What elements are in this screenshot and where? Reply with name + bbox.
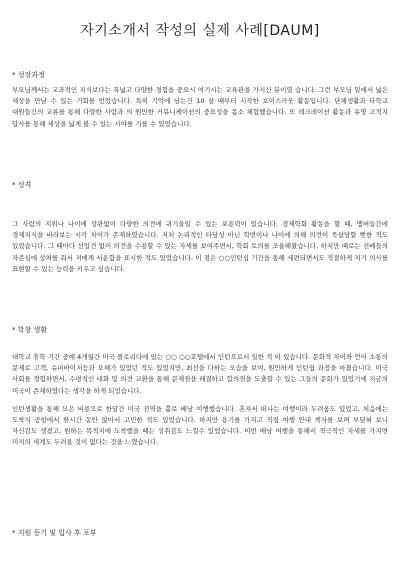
document-title: 자기소개서 작성의 실제 사례[DAUM] (80, 23, 320, 39)
paragraph: 대학교 휴학 기간 중에 4개월간 미국 플로리다에 있는 ○○ ○○호텔에서 인턴으로서 일한 적 이 있습니다. 문화적 차이와 언어 소통의 문제로 고객, 슈퍼바이저등과 오해가 있었던 적도 있었지만, 최선을 다하는 모습을 보여, 원만하게 인턴쉽 과정을 마쳤습니다. 미국 사회를 경험하면서, 수평적인 대화 및 의견 교환을 통해 문제점을 해결하고 합의점을 도출할 수 있는 그들의 문화가 있었기에 지금의 미국이 존재하였다는 생각을 하게 되었습니다. (12, 353, 388, 395)
paragraph: 그 사람의 지위나 나이에 상관없이 다양한 의견에 귀기울일 수 있는 포용력이 있습니다. 경제학회 활동을 할 때, 멤버들간에 경제지식을 바라보는 시각 차이가 존재하였습니다. 저처 논리적인 타당성 아닌 학번이나 나이에 의해 의견이 묵살당할 뻔한 적도 있었습니다. 그 때마다 선입견 없이 의견을 수용할 수 있는 자세를 보여주면서, 학회 토의를 조율해왔습니다. 하지만 때로는 선배들의 자존심에 상처를 줘서 저에게 서운함을 표시한 적도 있었습니다. 이 점은 ○○인턴십 기간을 통해 세련되면서도 적절하게 저기 의사를 표현할 수 있는 능력을 키우고 싶습니다. (12, 220, 388, 273)
section-heading-motivation: * 지원 동기 및 입사 후 포부 (12, 529, 97, 537)
section-heading-school-life: * 학창 생활 (12, 326, 47, 334)
section-heading-personality: * 성격 (12, 181, 32, 189)
paragraph: 부모님께서는 교과적인 지식보다는 폭넓고 다양한 경험을 중요시 여기시는 교육관을 가지신 분이였 습니다. 그런 부모님 밑에서 넓은 세상을 만날 수 있는 기회를 얻었습니다. 특히 기억에 남는건 10 살 때부터 시작한 보이스카웃 활동입니다. 단체생활과 타학교 대원들간의 교류를 통해 다양한 사람과 의 원만한 커뮤니케이션의 중요성을 몸소 체험했습니다. 또 레크레이션 활동과 유명 고적지 답사를 통해 세상을 넓게 볼 수 있는 시야를 기를 수 있었습니다. (12, 86, 388, 128)
section-body-growth (12, 85, 388, 137)
paragraph: 인턴생활을 통해 모은 비용으로 한달간 미국 전역을 홀로 배낭 여행했습니다. 혼자서 떠나는 여행이라 두려움도 있었고, 처음에는 도착지 공항에서 한시간 동안 앉아서 고민한 적도 있었습니다. 하지만 용기를 가지고 직접 여행 안내 책자를 보며 부딪혀 보니 자신감도 생겼고, 원하는 목적지에 도착했을 때는 성취감도 느낄수 있었습니다. 이번 배낭 여행을 통해서 적극적인 자세를 가지면 미지의 세계도 두려울 것이 없다는 것을 느꼈습니다. (12, 404, 388, 447)
section-heading-growth: * 성장과정 (12, 71, 45, 79)
section-body-school-life (12, 352, 388, 456)
section-body-personality (12, 219, 388, 282)
